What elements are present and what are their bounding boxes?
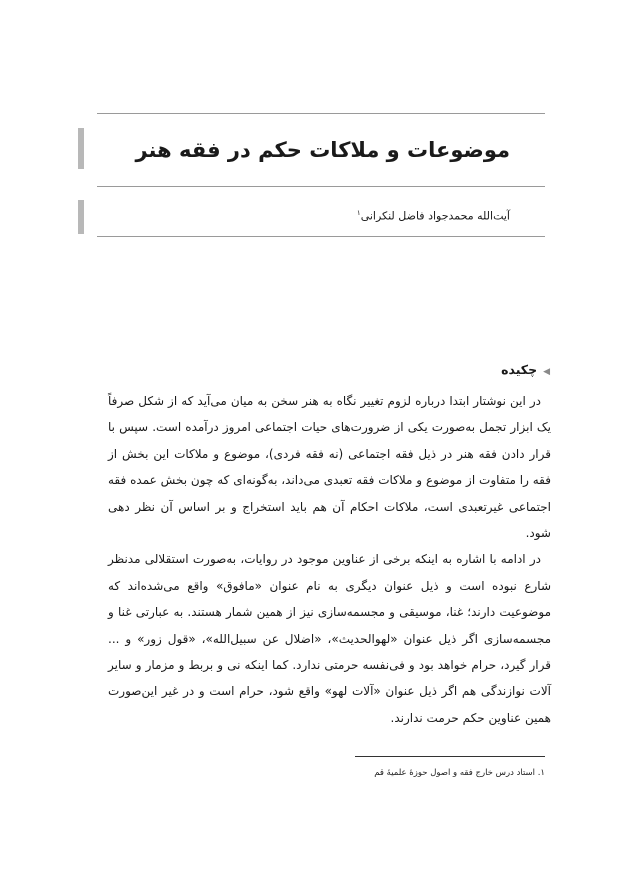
footnote-rule xyxy=(355,756,545,757)
rule-under-author xyxy=(97,236,545,237)
triangle-marker-icon: ◀ xyxy=(543,367,550,377)
author-side-bar xyxy=(78,200,84,234)
abstract-paragraph-1: در این نوشتار ابتدا درباره لزوم تغییر نگاه به هنر سخن به میان می‌آید که از شکل صرفاً یک ابزار تجمل به‌صورت یکی از ضرورت‌های حیات اجتماعی امروز درآمده است. سپس با قرار دادن فقه هنر در ذیل فقه اجتماعی (نه فقه فردی)، موضوع و ملاکات این بخش از فقه را متفاوت از موضوع و ملاکات فقه تعبدی می‌داند، به‌گونه‌ای که چون بخش عمده فقه اجتماعی غیرتعبدی است، ملاکات احکام آن هم باید استخراج و بر اساس آن نظر دهی شود. xyxy=(108,394,551,541)
rule-top xyxy=(97,113,545,114)
rule-under-title xyxy=(97,186,545,187)
footnote: ۱. استاد درس خارج فقه و اصول حوزهٔ علمیهٔ قم xyxy=(374,768,545,778)
article-title: موضوعات و ملاکات حکم در فقه هنر xyxy=(135,138,510,162)
title-side-bar xyxy=(78,128,84,169)
author-name: آیت‌الله محمدجواد فاضل لنکرانی xyxy=(360,209,510,223)
abstract-heading xyxy=(300,360,550,382)
abstract-body xyxy=(108,388,551,731)
abstract-heading-label: چکیده xyxy=(501,362,538,377)
abstract-paragraph-2: در ادامه با اشاره به اینکه برخی از عناوین موجود در روایات، به‌صورت استقلالی مدنظر شارع نبوده است و ذیل عنوان دیگری به نام عنوان «مافوق» واقع می‌شده‌اند که موضوعیت دارند؛ غنا، موسیقی و مجسمه‌سازی نیز از همین شمار هستند. به عبارتی غنا و مجسمه‌سازی اگر ذیل عنوان «لهوالحدیث»، «اضلال عن سبیل‌الله»، «قول زور» و ... قرار گیرد، حرام خواهد بود و فی‌نفسه حرمتی ندارد. کما اینکه نی و بربط و مزمار و سایر آلات نوازندگی هم اگر ذیل عنوان «آلات لهو» واقع شود، حرام است و در غیر این‌صورت همین عناوین حکم حرمت ندارند. xyxy=(108,552,551,725)
author-line xyxy=(110,200,510,230)
author-footnote-marker: ۱ xyxy=(356,209,361,217)
